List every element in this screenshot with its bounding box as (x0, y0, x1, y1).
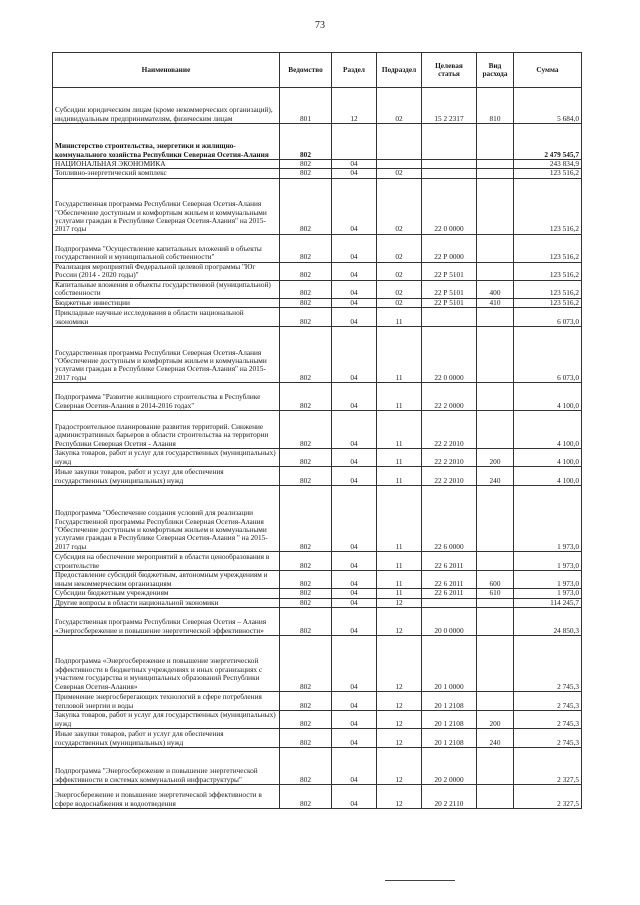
cell-vedomstvo: 802 (280, 486, 332, 552)
cell-summa: 2 745,3 (514, 729, 582, 748)
cell-vid (477, 748, 514, 785)
cell-vedomstvo: 802 (280, 608, 332, 636)
cell-tselevaya (422, 308, 477, 327)
cell-summa: 2 479 545,7 (514, 124, 582, 160)
cell-vedomstvo: 802 (280, 298, 332, 307)
cell-razdel: 04 (332, 748, 377, 785)
cell-podrazdel: 02 (377, 88, 422, 124)
cell-summa: 4 100,0 (514, 449, 582, 467)
cell-razdel: 04 (332, 785, 377, 809)
table-row (53, 748, 582, 785)
cell-vid (477, 785, 514, 809)
cell-podrazdel: 02 (377, 234, 422, 262)
cell-summa: 1 973,0 (514, 552, 582, 571)
cell-name: Бюджетные инвестиции (53, 298, 280, 307)
cell-vedomstvo: 802 (280, 327, 332, 383)
cell-razdel: 12 (332, 88, 377, 124)
cell-vid (477, 636, 514, 692)
cell-name: Применение энергосберегающих технологий в сфере потребления тепловой энергии и воды (53, 692, 280, 711)
cell-name: Подпрограмма "Обеспечение создания условий для реализации Государственной программы Республики Северная Осетия-Алания "Обеспечение доступным и комфортным жильем и коммунальными услугами граждан в Республике Северная Осетия-Алания " на 2015-2017 годы (53, 486, 280, 552)
table-row (53, 169, 582, 178)
table-row (53, 785, 582, 809)
cell-tselevaya: 22 2 2010 (422, 467, 477, 486)
cell-razdel: 04 (332, 449, 377, 467)
cell-summa: 123 516,2 (514, 298, 582, 307)
cell-name: Закупка товаров, работ и услуг для государственных (муниципальных) нужд (53, 449, 280, 467)
cell-vid (477, 608, 514, 636)
cell-podrazdel (377, 160, 422, 169)
header-name: Наименование (53, 53, 280, 88)
table-row (53, 449, 582, 467)
cell-razdel: 04 (332, 411, 377, 449)
cell-vedomstvo: 802 (280, 711, 332, 729)
cell-tselevaya: 22 0 0000 (422, 178, 477, 234)
cell-podrazdel: 11 (377, 308, 422, 327)
cell-vid: 240 (477, 729, 514, 748)
header-podrazdel: Подраздел (377, 53, 422, 88)
cell-vid: 240 (477, 467, 514, 486)
cell-vid (477, 262, 514, 280)
cell-vid (477, 598, 514, 607)
cell-podrazdel: 12 (377, 785, 422, 809)
cell-vedomstvo: 802 (280, 598, 332, 607)
cell-summa: 4 100,0 (514, 411, 582, 449)
cell-vedomstvo: 802 (280, 308, 332, 327)
cell-vid (477, 308, 514, 327)
table-body (53, 88, 582, 809)
cell-vedomstvo: 802 (280, 160, 332, 169)
cell-summa: 123 516,2 (514, 280, 582, 298)
cell-tselevaya (422, 169, 477, 178)
cell-vedomstvo: 802 (280, 571, 332, 589)
cell-razdel: 04 (332, 298, 377, 307)
table-row (53, 729, 582, 748)
table-row (53, 608, 582, 636)
budget-table (52, 52, 582, 809)
cell-name: Подпрограмма «Энергосбережение и повышение энергетической эффективности в бюджетных учреждениях и иных организациях с участием государства и муниципальных образований Республики Северная Осетия-Алания» (53, 636, 280, 692)
table-row (53, 589, 582, 598)
cell-vid (477, 383, 514, 411)
table-row (53, 486, 582, 552)
page-number: 73 (315, 20, 325, 31)
cell-vedomstvo: 802 (280, 262, 332, 280)
cell-summa: 123 516,2 (514, 262, 582, 280)
cell-name: Другие вопросы в области национальной экономики (53, 598, 280, 607)
header-summa: Сумма (514, 53, 582, 88)
cell-razdel: 04 (332, 327, 377, 383)
table-row (53, 711, 582, 729)
cell-vid: 400 (477, 280, 514, 298)
cell-vid: 200 (477, 449, 514, 467)
cell-podrazdel: 02 (377, 280, 422, 298)
cell-podrazdel: 11 (377, 486, 422, 552)
cell-razdel: 04 (332, 589, 377, 598)
cell-razdel: 04 (332, 467, 377, 486)
cell-podrazdel: 12 (377, 636, 422, 692)
cell-summa: 123 516,2 (514, 234, 582, 262)
cell-vid (477, 486, 514, 552)
cell-vid (477, 234, 514, 262)
cell-vedomstvo: 802 (280, 280, 332, 298)
cell-name: Министерство строительства, энергетики и жилищно-коммунального хозяйства Республики Северная Осетия-Алания (53, 124, 280, 160)
table-row (53, 298, 582, 307)
cell-vid: 410 (477, 298, 514, 307)
cell-name: Субсидии юридическим лицам (кроме некоммерческих организаций), индивидуальным предпринимателям, физическим лицам (53, 88, 280, 124)
cell-razdel (332, 124, 377, 160)
cell-razdel: 04 (332, 552, 377, 571)
cell-tselevaya: 22 Р 5101 (422, 262, 477, 280)
cell-razdel: 04 (332, 280, 377, 298)
cell-name: Государственная программа Республики Северная Осетия – Алания «Энергосбережение и повышение энергетической эффективности» (53, 608, 280, 636)
table-row (53, 467, 582, 486)
cell-podrazdel: 02 (377, 178, 422, 234)
cell-tselevaya: 22 2 0000 (422, 383, 477, 411)
cell-tselevaya: 22 6 2011 (422, 571, 477, 589)
cell-podrazdel: 12 (377, 748, 422, 785)
cell-podrazdel: 02 (377, 298, 422, 307)
cell-tselevaya: 22 Р 0000 (422, 234, 477, 262)
cell-tselevaya (422, 598, 477, 607)
cell-razdel: 04 (332, 486, 377, 552)
cell-vid: 610 (477, 589, 514, 598)
cell-tselevaya: 22 0 0000 (422, 327, 477, 383)
table-row (53, 411, 582, 449)
cell-razdel: 04 (332, 598, 377, 607)
table-row (53, 552, 582, 571)
cell-name: Подпрограмма "Развитие жилищного строительства в Республике Северная Осетия-Алания в 2014-2016 годах" (53, 383, 280, 411)
table-row (53, 571, 582, 589)
cell-razdel: 04 (332, 169, 377, 178)
cell-razdel: 04 (332, 160, 377, 169)
cell-vid (477, 552, 514, 571)
cell-podrazdel: 12 (377, 598, 422, 607)
cell-summa: 2 745,3 (514, 711, 582, 729)
cell-vid (477, 178, 514, 234)
cell-razdel: 04 (332, 308, 377, 327)
cell-tselevaya: 20 2 2110 (422, 785, 477, 809)
cell-tselevaya: 20 1 2108 (422, 692, 477, 711)
cell-vedomstvo: 802 (280, 383, 332, 411)
table-row (53, 124, 582, 160)
cell-summa: 4 100,0 (514, 467, 582, 486)
cell-podrazdel: 12 (377, 729, 422, 748)
cell-vedomstvo: 802 (280, 411, 332, 449)
cell-vid (477, 411, 514, 449)
cell-name: Иные закупки товаров, работ и услуг для обеспечения государственных (муниципальных) нужд (53, 467, 280, 486)
cell-tselevaya: 22 2 2010 (422, 449, 477, 467)
cell-summa: 6 073,0 (514, 327, 582, 383)
table-row (53, 160, 582, 169)
cell-tselevaya: 22 Р 5101 (422, 298, 477, 307)
table-row (53, 383, 582, 411)
cell-vedomstvo: 802 (280, 748, 332, 785)
cell-vedomstvo: 802 (280, 552, 332, 571)
cell-vedomstvo: 802 (280, 636, 332, 692)
cell-podrazdel: 02 (377, 262, 422, 280)
table-row (53, 262, 582, 280)
cell-summa: 123 516,2 (514, 178, 582, 234)
cell-summa: 1 973,0 (514, 589, 582, 598)
cell-vedomstvo: 802 (280, 178, 332, 234)
cell-name: Капитальные вложения в объекты государственной (муниципальной) собственности (53, 280, 280, 298)
cell-summa: 2 745,3 (514, 692, 582, 711)
cell-razdel: 04 (332, 383, 377, 411)
cell-tselevaya: 20 2 0000 (422, 748, 477, 785)
cell-name: НАЦИОНАЛЬНАЯ ЭКОНОМИКА (53, 160, 280, 169)
cell-name: Закупка товаров, работ и услуг для государственных (муниципальных) нужд (53, 711, 280, 729)
cell-name: Подпрограмма "Осуществление капитальных вложений в объекты государственной и муниципальной собственности" (53, 234, 280, 262)
header-razdel: Раздел (332, 53, 377, 88)
cell-vid: 810 (477, 88, 514, 124)
cell-summa: 1 973,0 (514, 486, 582, 552)
cell-tselevaya: 22 6 2011 (422, 552, 477, 571)
cell-tselevaya: 20 1 2108 (422, 729, 477, 748)
cell-tselevaya: 20 1 2108 (422, 711, 477, 729)
table-row (53, 234, 582, 262)
cell-vedomstvo: 802 (280, 449, 332, 467)
cell-tselevaya: 20 1 0000 (422, 636, 477, 692)
cell-name: Государственная программа Республики Северная Осетия-Алания "Обеспечение доступным и комфортным жильем и коммунальными услугами граждан в Республике Северная Осетия-Алания" на 2015-2017 годы (53, 327, 280, 383)
table-header-row (53, 53, 582, 88)
cell-name: Подпрограмма "Энергосбережение и повышение энергетической эффективности в системах коммунальной инфраструктуры" (53, 748, 280, 785)
header-tselevaya: Целевая статья (422, 53, 477, 88)
cell-name: Реализация мероприятий Федеральной целевой программы "Юг России (2014 - 2020 годы)" (53, 262, 280, 280)
cell-podrazdel: 11 (377, 411, 422, 449)
cell-podrazdel: 12 (377, 711, 422, 729)
cell-vid: 600 (477, 571, 514, 589)
cell-name: Субсидия на обеспечение мероприятий в области ценообразования в строительстве (53, 552, 280, 571)
cell-name: Государственная программа Республики Северная Осетия-Алания "Обеспечение доступным и комфортным жильем и коммунальными услугами граждан в Республике Северная Осетия-Алания" на 2015-2017 годы (53, 178, 280, 234)
cell-tselevaya: 22 6 2011 (422, 589, 477, 598)
table-row (53, 692, 582, 711)
cell-razdel: 04 (332, 636, 377, 692)
table-row (53, 178, 582, 234)
table-row (53, 327, 582, 383)
cell-summa: 2 327,5 (514, 785, 582, 809)
cell-podrazdel: 11 (377, 571, 422, 589)
cell-podrazdel: 11 (377, 589, 422, 598)
cell-vid (477, 692, 514, 711)
cell-razdel: 04 (332, 178, 377, 234)
cell-vedomstvo: 802 (280, 785, 332, 809)
cell-summa: 114 245,7 (514, 598, 582, 607)
cell-podrazdel: 11 (377, 327, 422, 383)
table-row (53, 598, 582, 607)
cell-podrazdel: 02 (377, 169, 422, 178)
cell-vid: 200 (477, 711, 514, 729)
cell-name: Иные закупки товаров, работ и услуг для обеспечения государственных (муниципальных) нужд (53, 729, 280, 748)
cell-razdel: 04 (332, 711, 377, 729)
cell-razdel: 04 (332, 608, 377, 636)
cell-razdel: 04 (332, 262, 377, 280)
cell-razdel: 04 (332, 729, 377, 748)
cell-vid (477, 160, 514, 169)
cell-name: Энергосбережение и повышение энергетической эффективности в сфере водоснабжения и водоотведения (53, 785, 280, 809)
cell-summa: 6 073,0 (514, 308, 582, 327)
cell-vedomstvo: 802 (280, 169, 332, 178)
cell-podrazdel (377, 124, 422, 160)
table-row (53, 280, 582, 298)
cell-summa: 123 516,2 (514, 169, 582, 178)
cell-vedomstvo: 802 (280, 467, 332, 486)
cell-tselevaya (422, 124, 477, 160)
cell-vid (477, 327, 514, 383)
cell-summa: 4 100,0 (514, 383, 582, 411)
cell-podrazdel: 12 (377, 692, 422, 711)
header-vid: Вид расхода (477, 53, 514, 88)
cell-tselevaya: 22 6 0000 (422, 486, 477, 552)
table-row (53, 308, 582, 327)
table-row (53, 636, 582, 692)
cell-summa: 243 834,9 (514, 160, 582, 169)
cell-tselevaya: 15 2 2317 (422, 88, 477, 124)
cell-vid (477, 169, 514, 178)
cell-name: Субсидии бюджетным учреждениям (53, 589, 280, 598)
cell-podrazdel: 11 (377, 449, 422, 467)
cell-vedomstvo: 802 (280, 692, 332, 711)
table-row (53, 88, 582, 124)
cell-vedomstvo: 801 (280, 88, 332, 124)
cell-vedomstvo: 802 (280, 234, 332, 262)
cell-vedomstvo: 802 (280, 589, 332, 598)
cell-razdel: 04 (332, 234, 377, 262)
cell-summa: 5 684,0 (514, 88, 582, 124)
cell-summa: 24 850,3 (514, 608, 582, 636)
cell-razdel: 04 (332, 692, 377, 711)
cell-name: Предоставление субсидий бюджетным, автономным учреждениям и иным некоммерческим организациям (53, 571, 280, 589)
cell-podrazdel: 11 (377, 552, 422, 571)
cell-razdel: 04 (332, 571, 377, 589)
cell-podrazdel: 11 (377, 383, 422, 411)
cell-podrazdel: 11 (377, 467, 422, 486)
cell-tselevaya: 22 2 2010 (422, 411, 477, 449)
cell-vedomstvo: 802 (280, 124, 332, 160)
cell-name: Прикладные научные исследования в области национальной экономики (53, 308, 280, 327)
header-vedomstvo: Ведомство (280, 53, 332, 88)
cell-summa: 2 745,3 (514, 636, 582, 692)
cell-vid (477, 124, 514, 160)
cell-name: Градостроительное планирование развития территорий. Снижение административных барьеров в области строительства на территории Республики Северная Осетия - Алания (53, 411, 280, 449)
cell-name: Топливно-энергетический комплекс (53, 169, 280, 178)
cell-podrazdel: 12 (377, 608, 422, 636)
cell-summa: 2 327,5 (514, 748, 582, 785)
footer-rule (385, 880, 455, 881)
cell-tselevaya: 22 Р 5101 (422, 280, 477, 298)
cell-summa: 1 973,0 (514, 571, 582, 589)
cell-tselevaya: 20 0 0000 (422, 608, 477, 636)
cell-vedomstvo: 802 (280, 729, 332, 748)
cell-tselevaya (422, 160, 477, 169)
